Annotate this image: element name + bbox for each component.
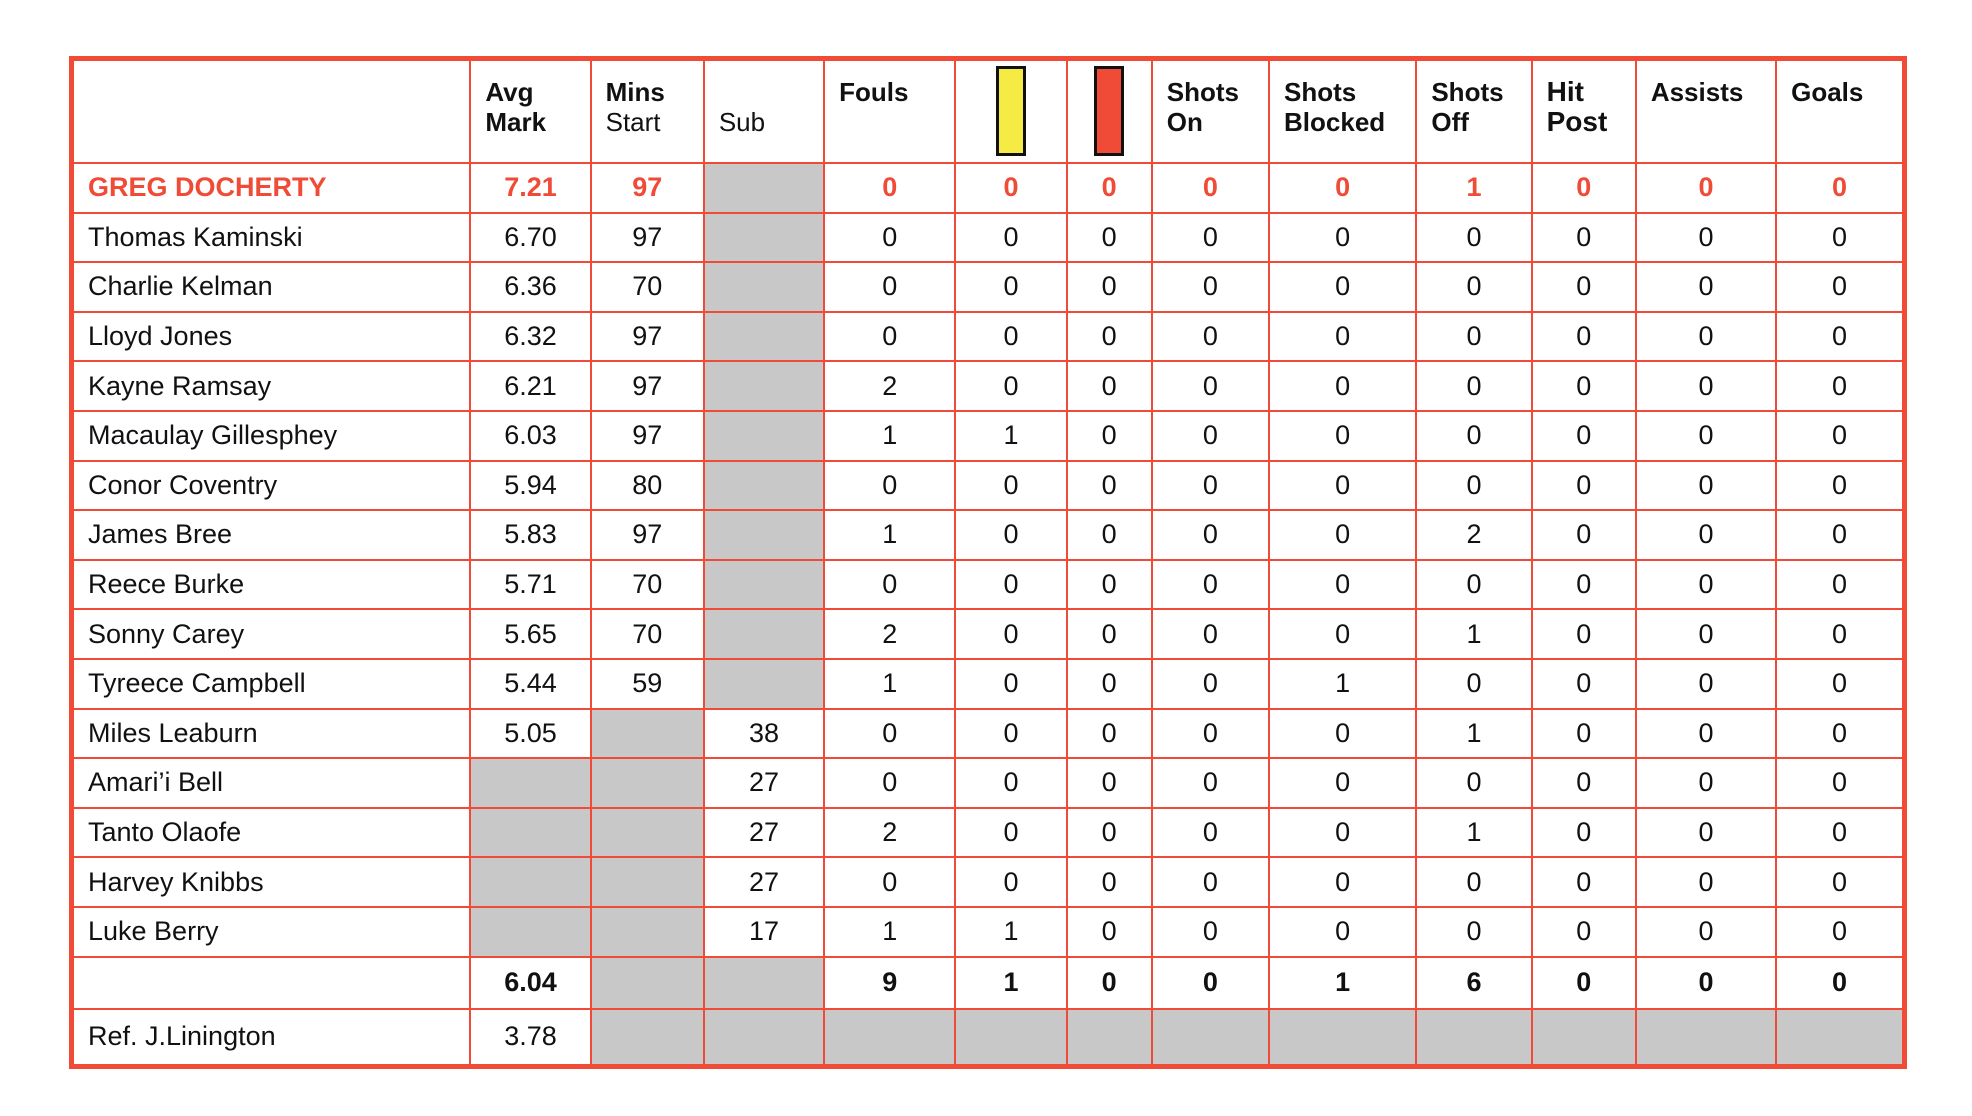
referee-empty-cell — [955, 1009, 1066, 1067]
sub-cell — [704, 560, 824, 610]
header-assists: Assists — [1636, 59, 1776, 164]
goals-cell: 0 — [1776, 213, 1904, 263]
shots-off-cell: 0 — [1416, 213, 1531, 263]
hit-post-cell: 0 — [1532, 262, 1636, 312]
referee-empty-cell — [1269, 1009, 1416, 1067]
shots-off-cell: 0 — [1416, 857, 1531, 907]
shots-on-cell: 0 — [1152, 510, 1269, 560]
shots-off-cell: 0 — [1416, 312, 1531, 362]
assists-cell: 0 — [1636, 213, 1776, 263]
assists-cell: 0 — [1636, 461, 1776, 511]
sub-cell: 27 — [704, 758, 824, 808]
yellow-cards-cell: 0 — [955, 312, 1066, 362]
red-cards-cell: 0 — [1067, 659, 1152, 709]
yellow-cards-cell: 0 — [955, 808, 1066, 858]
red-card-icon — [1094, 66, 1124, 156]
player-name: Charlie Kelman — [72, 262, 471, 312]
shots-off-cell: 0 — [1416, 659, 1531, 709]
player-rows — [72, 163, 1905, 957]
fouls-cell: 0 — [824, 163, 955, 213]
hit-post-cell: 0 — [1532, 461, 1636, 511]
totals-sub-empty — [704, 957, 824, 1009]
avg-mark-cell: 5.83 — [470, 510, 590, 560]
shots-on-cell: 0 — [1152, 758, 1269, 808]
player-row — [72, 163, 1905, 213]
hit-post-cell: 0 — [1532, 411, 1636, 461]
goals-cell: 0 — [1776, 411, 1904, 461]
player-name: Miles Leaburn — [72, 709, 471, 759]
assists-cell: 0 — [1636, 808, 1776, 858]
player-row — [72, 411, 1905, 461]
shots-off-cell: 1 — [1416, 163, 1531, 213]
red-cards-cell: 0 — [1067, 213, 1152, 263]
shots-on-cell: 0 — [1152, 163, 1269, 213]
fouls-cell: 2 — [824, 808, 955, 858]
avg-mark-cell: 5.05 — [470, 709, 590, 759]
avg-mark-cell: 6.32 — [470, 312, 590, 362]
yellow-cards-cell: 1 — [955, 907, 1066, 957]
mins-start-cell: 97 — [591, 510, 704, 560]
sub-cell — [704, 312, 824, 362]
header-hit-post: Hit Post — [1532, 59, 1636, 164]
shots-blocked-cell: 0 — [1269, 510, 1416, 560]
referee-empty-cell — [1636, 1009, 1776, 1067]
referee-empty-cell — [1416, 1009, 1531, 1067]
hit-post-cell: 0 — [1532, 560, 1636, 610]
fouls-cell: 0 — [824, 213, 955, 263]
fouls-cell: 0 — [824, 560, 955, 610]
mins-start-cell — [591, 857, 704, 907]
mins-start-cell: 97 — [591, 163, 704, 213]
mins-start-cell: 70 — [591, 560, 704, 610]
fouls-cell: 1 — [824, 907, 955, 957]
fouls-cell: 2 — [824, 361, 955, 411]
yellow-cards-cell: 0 — [955, 857, 1066, 907]
hit-post-cell: 0 — [1532, 857, 1636, 907]
goals-cell: 0 — [1776, 709, 1904, 759]
sub-cell — [704, 659, 824, 709]
player-row — [72, 510, 1905, 560]
goals-cell: 0 — [1776, 361, 1904, 411]
header-shots-on: Shots On — [1152, 59, 1269, 164]
player-row — [72, 609, 1905, 659]
header-avg-mark: Avg Mark — [470, 59, 590, 164]
assists-cell: 0 — [1636, 609, 1776, 659]
player-name: Sonny Carey — [72, 609, 471, 659]
header-shots-blocked: Shots Blocked — [1269, 59, 1416, 164]
shots-off-cell: 1 — [1416, 709, 1531, 759]
player-ratings-table — [69, 56, 1907, 1069]
shots-blocked-cell: 0 — [1269, 262, 1416, 312]
hit-post-cell: 0 — [1532, 213, 1636, 263]
player-row — [72, 659, 1905, 709]
hit-post-cell: 0 — [1532, 709, 1636, 759]
player-row — [72, 461, 1905, 511]
player-row — [72, 808, 1905, 858]
hit-post-cell: 0 — [1532, 510, 1636, 560]
shots-off-cell: 0 — [1416, 907, 1531, 957]
player-row — [72, 857, 1905, 907]
referee-empty-cell — [1776, 1009, 1904, 1067]
yellow-cards-cell: 0 — [955, 510, 1066, 560]
referee-empty-cell — [1067, 1009, 1152, 1067]
red-cards-cell: 0 — [1067, 510, 1152, 560]
player-row — [72, 758, 1905, 808]
totals-assists: 0 — [1636, 957, 1776, 1009]
red-cards-cell: 0 — [1067, 857, 1152, 907]
header-mins-start: Mins Start — [591, 59, 704, 164]
mins-start-cell — [591, 808, 704, 858]
hit-post-cell: 0 — [1532, 758, 1636, 808]
totals-hit-post: 0 — [1532, 957, 1636, 1009]
fouls-cell: 1 — [824, 659, 955, 709]
goals-cell: 0 — [1776, 609, 1904, 659]
red-cards-cell: 0 — [1067, 461, 1152, 511]
shots-blocked-cell: 0 — [1269, 808, 1416, 858]
shots-blocked-cell: 0 — [1269, 758, 1416, 808]
goals-cell: 0 — [1776, 560, 1904, 610]
player-row — [72, 213, 1905, 263]
referee-empty-cell — [591, 1009, 704, 1067]
goals-cell: 0 — [1776, 461, 1904, 511]
goals-cell: 0 — [1776, 659, 1904, 709]
header-yellow-card — [955, 59, 1066, 164]
hit-post-cell: 0 — [1532, 312, 1636, 362]
yellow-cards-cell: 0 — [955, 560, 1066, 610]
assists-cell: 0 — [1636, 262, 1776, 312]
referee-empty-cell — [1532, 1009, 1636, 1067]
shots-blocked-cell: 0 — [1269, 857, 1416, 907]
avg-mark-cell: 6.03 — [470, 411, 590, 461]
yellow-cards-cell: 1 — [955, 411, 1066, 461]
header-goals: Goals — [1776, 59, 1904, 164]
player-row — [72, 560, 1905, 610]
hit-post-cell: 0 — [1532, 361, 1636, 411]
sub-cell — [704, 213, 824, 263]
shots-on-cell: 0 — [1152, 907, 1269, 957]
totals-shots-off: 6 — [1416, 957, 1531, 1009]
fouls-cell: 0 — [824, 262, 955, 312]
shots-on-cell: 0 — [1152, 461, 1269, 511]
mins-start-cell: 97 — [591, 312, 704, 362]
sub-cell: 27 — [704, 808, 824, 858]
shots-off-cell: 0 — [1416, 361, 1531, 411]
shots-blocked-cell: 0 — [1269, 709, 1416, 759]
player-row — [72, 312, 1905, 362]
player-name: Amari’i Bell — [72, 758, 471, 808]
totals-start-empty — [591, 957, 704, 1009]
goals-cell: 0 — [1776, 262, 1904, 312]
player-name: Tanto Olaofe — [72, 808, 471, 858]
goals-cell: 0 — [1776, 758, 1904, 808]
goals-cell: 0 — [1776, 312, 1904, 362]
avg-mark-cell — [470, 907, 590, 957]
fouls-cell: 1 — [824, 411, 955, 461]
hit-post-cell: 0 — [1532, 659, 1636, 709]
shots-on-cell: 0 — [1152, 312, 1269, 362]
red-cards-cell: 0 — [1067, 411, 1152, 461]
yellow-cards-cell: 0 — [955, 461, 1066, 511]
red-cards-cell: 0 — [1067, 312, 1152, 362]
avg-mark-cell: 5.94 — [470, 461, 590, 511]
shots-blocked-cell: 0 — [1269, 361, 1416, 411]
avg-mark-cell: 5.65 — [470, 609, 590, 659]
avg-mark-cell: 5.44 — [470, 659, 590, 709]
sub-cell — [704, 163, 824, 213]
shots-blocked-cell: 0 — [1269, 560, 1416, 610]
yellow-cards-cell: 0 — [955, 163, 1066, 213]
fouls-cell: 0 — [824, 758, 955, 808]
sub-cell — [704, 361, 824, 411]
shots-blocked-cell: 0 — [1269, 609, 1416, 659]
red-cards-cell: 0 — [1067, 758, 1152, 808]
totals-fouls: 9 — [824, 957, 955, 1009]
avg-mark-cell: 6.36 — [470, 262, 590, 312]
shots-on-cell: 0 — [1152, 659, 1269, 709]
player-name: Conor Coventry — [72, 461, 471, 511]
red-cards-cell: 0 — [1067, 709, 1152, 759]
assists-cell: 0 — [1636, 857, 1776, 907]
sub-cell — [704, 262, 824, 312]
shots-off-cell: 0 — [1416, 461, 1531, 511]
assists-cell: 0 — [1636, 659, 1776, 709]
hit-post-cell: 0 — [1532, 907, 1636, 957]
player-name: Reece Burke — [72, 560, 471, 610]
yellow-cards-cell: 0 — [955, 361, 1066, 411]
sub-cell — [704, 510, 824, 560]
sub-cell — [704, 461, 824, 511]
goals-cell: 0 — [1776, 857, 1904, 907]
assists-cell: 0 — [1636, 560, 1776, 610]
totals-goals: 0 — [1776, 957, 1904, 1009]
red-cards-cell: 0 — [1067, 361, 1152, 411]
totals-avg: 6.04 — [470, 957, 590, 1009]
player-name: Kayne Ramsay — [72, 361, 471, 411]
player-name: Tyreece Campbell — [72, 659, 471, 709]
mins-start-cell: 70 — [591, 609, 704, 659]
mins-start-cell: 97 — [591, 213, 704, 263]
assists-cell: 0 — [1636, 163, 1776, 213]
totals-row — [72, 957, 1905, 1009]
red-cards-cell: 0 — [1067, 907, 1152, 957]
mins-start-cell: 97 — [591, 411, 704, 461]
mins-start-cell: 59 — [591, 659, 704, 709]
yellow-cards-cell: 0 — [955, 213, 1066, 263]
shots-blocked-cell: 0 — [1269, 411, 1416, 461]
sub-cell: 27 — [704, 857, 824, 907]
mins-start-cell: 70 — [591, 262, 704, 312]
shots-blocked-cell: 0 — [1269, 312, 1416, 362]
goals-cell: 0 — [1776, 907, 1904, 957]
hit-post-cell: 0 — [1532, 609, 1636, 659]
shots-blocked-cell: 0 — [1269, 461, 1416, 511]
goals-cell: 0 — [1776, 808, 1904, 858]
assists-cell: 0 — [1636, 907, 1776, 957]
red-cards-cell: 0 — [1067, 609, 1152, 659]
player-name: James Bree — [72, 510, 471, 560]
totals-label-cell — [72, 957, 471, 1009]
shots-blocked-cell: 0 — [1269, 163, 1416, 213]
yellow-card-icon — [996, 66, 1026, 156]
shots-off-cell: 0 — [1416, 560, 1531, 610]
referee-avg: 3.78 — [470, 1009, 590, 1067]
red-cards-cell: 0 — [1067, 163, 1152, 213]
shots-on-cell: 0 — [1152, 709, 1269, 759]
shots-blocked-cell: 0 — [1269, 907, 1416, 957]
totals-shots-blocked: 1 — [1269, 957, 1416, 1009]
shots-off-cell: 0 — [1416, 758, 1531, 808]
shots-off-cell: 2 — [1416, 510, 1531, 560]
yellow-cards-cell: 0 — [955, 609, 1066, 659]
shots-off-cell: 1 — [1416, 609, 1531, 659]
fouls-cell: 0 — [824, 709, 955, 759]
hit-post-cell: 0 — [1532, 163, 1636, 213]
player-name: Harvey Knibbs — [72, 857, 471, 907]
avg-mark-cell: 5.71 — [470, 560, 590, 610]
referee-row — [72, 1009, 1905, 1067]
shots-on-cell: 0 — [1152, 361, 1269, 411]
totals-yellow: 1 — [955, 957, 1066, 1009]
fouls-cell: 0 — [824, 312, 955, 362]
header-blank — [72, 59, 471, 164]
player-row — [72, 709, 1905, 759]
hit-post-cell: 0 — [1532, 808, 1636, 858]
shots-on-cell: 0 — [1152, 411, 1269, 461]
shots-on-cell: 0 — [1152, 262, 1269, 312]
shots-off-cell: 0 — [1416, 411, 1531, 461]
header-shots-off: Shots Off — [1416, 59, 1531, 164]
assists-cell: 0 — [1636, 411, 1776, 461]
mins-start-cell — [591, 758, 704, 808]
player-row — [72, 361, 1905, 411]
player-name: GREG DOCHERTY — [72, 163, 471, 213]
avg-mark-cell — [470, 808, 590, 858]
header-fouls: Fouls — [824, 59, 955, 164]
red-cards-cell: 0 — [1067, 808, 1152, 858]
yellow-cards-cell: 0 — [955, 758, 1066, 808]
yellow-cards-cell: 0 — [955, 262, 1066, 312]
shots-on-cell: 0 — [1152, 808, 1269, 858]
player-name: Lloyd Jones — [72, 312, 471, 362]
shots-off-cell: 1 — [1416, 808, 1531, 858]
header-row — [72, 59, 1905, 164]
yellow-cards-cell: 0 — [955, 659, 1066, 709]
player-name: Macaulay Gillesphey — [72, 411, 471, 461]
shots-on-cell: 0 — [1152, 609, 1269, 659]
totals-red: 0 — [1067, 957, 1152, 1009]
player-row — [72, 907, 1905, 957]
goals-cell: 0 — [1776, 163, 1904, 213]
assists-cell: 0 — [1636, 709, 1776, 759]
goals-cell: 0 — [1776, 510, 1904, 560]
red-cards-cell: 0 — [1067, 262, 1152, 312]
referee-empty-cell — [704, 1009, 824, 1067]
red-cards-cell: 0 — [1067, 560, 1152, 610]
fouls-cell: 0 — [824, 857, 955, 907]
avg-mark-cell: 6.21 — [470, 361, 590, 411]
player-name: Luke Berry — [72, 907, 471, 957]
fouls-cell: 0 — [824, 461, 955, 511]
shots-on-cell: 0 — [1152, 857, 1269, 907]
assists-cell: 0 — [1636, 312, 1776, 362]
shots-off-cell: 0 — [1416, 262, 1531, 312]
assists-cell: 0 — [1636, 510, 1776, 560]
avg-mark-cell — [470, 857, 590, 907]
referee-name: Ref. J.Linington — [72, 1009, 471, 1067]
mins-start-cell: 97 — [591, 361, 704, 411]
shots-blocked-cell: 1 — [1269, 659, 1416, 709]
referee-empty-cell — [824, 1009, 955, 1067]
shots-blocked-cell: 0 — [1269, 213, 1416, 263]
player-name: Thomas Kaminski — [72, 213, 471, 263]
fouls-cell: 2 — [824, 609, 955, 659]
yellow-cards-cell: 0 — [955, 709, 1066, 759]
mins-start-cell — [591, 709, 704, 759]
sub-cell: 38 — [704, 709, 824, 759]
sub-cell — [704, 411, 824, 461]
avg-mark-cell: 6.70 — [470, 213, 590, 263]
header-sub: Sub — [704, 59, 824, 164]
player-row — [72, 262, 1905, 312]
avg-mark-cell — [470, 758, 590, 808]
shots-on-cell: 0 — [1152, 213, 1269, 263]
fouls-cell: 1 — [824, 510, 955, 560]
assists-cell: 0 — [1636, 758, 1776, 808]
assists-cell: 0 — [1636, 361, 1776, 411]
sub-cell — [704, 609, 824, 659]
header-red-card — [1067, 59, 1152, 164]
mins-start-cell: 80 — [591, 461, 704, 511]
avg-mark-cell: 7.21 — [470, 163, 590, 213]
mins-start-cell — [591, 907, 704, 957]
sub-cell: 17 — [704, 907, 824, 957]
shots-on-cell: 0 — [1152, 560, 1269, 610]
referee-empty-cell — [1152, 1009, 1269, 1067]
totals-shots-on: 0 — [1152, 957, 1269, 1009]
